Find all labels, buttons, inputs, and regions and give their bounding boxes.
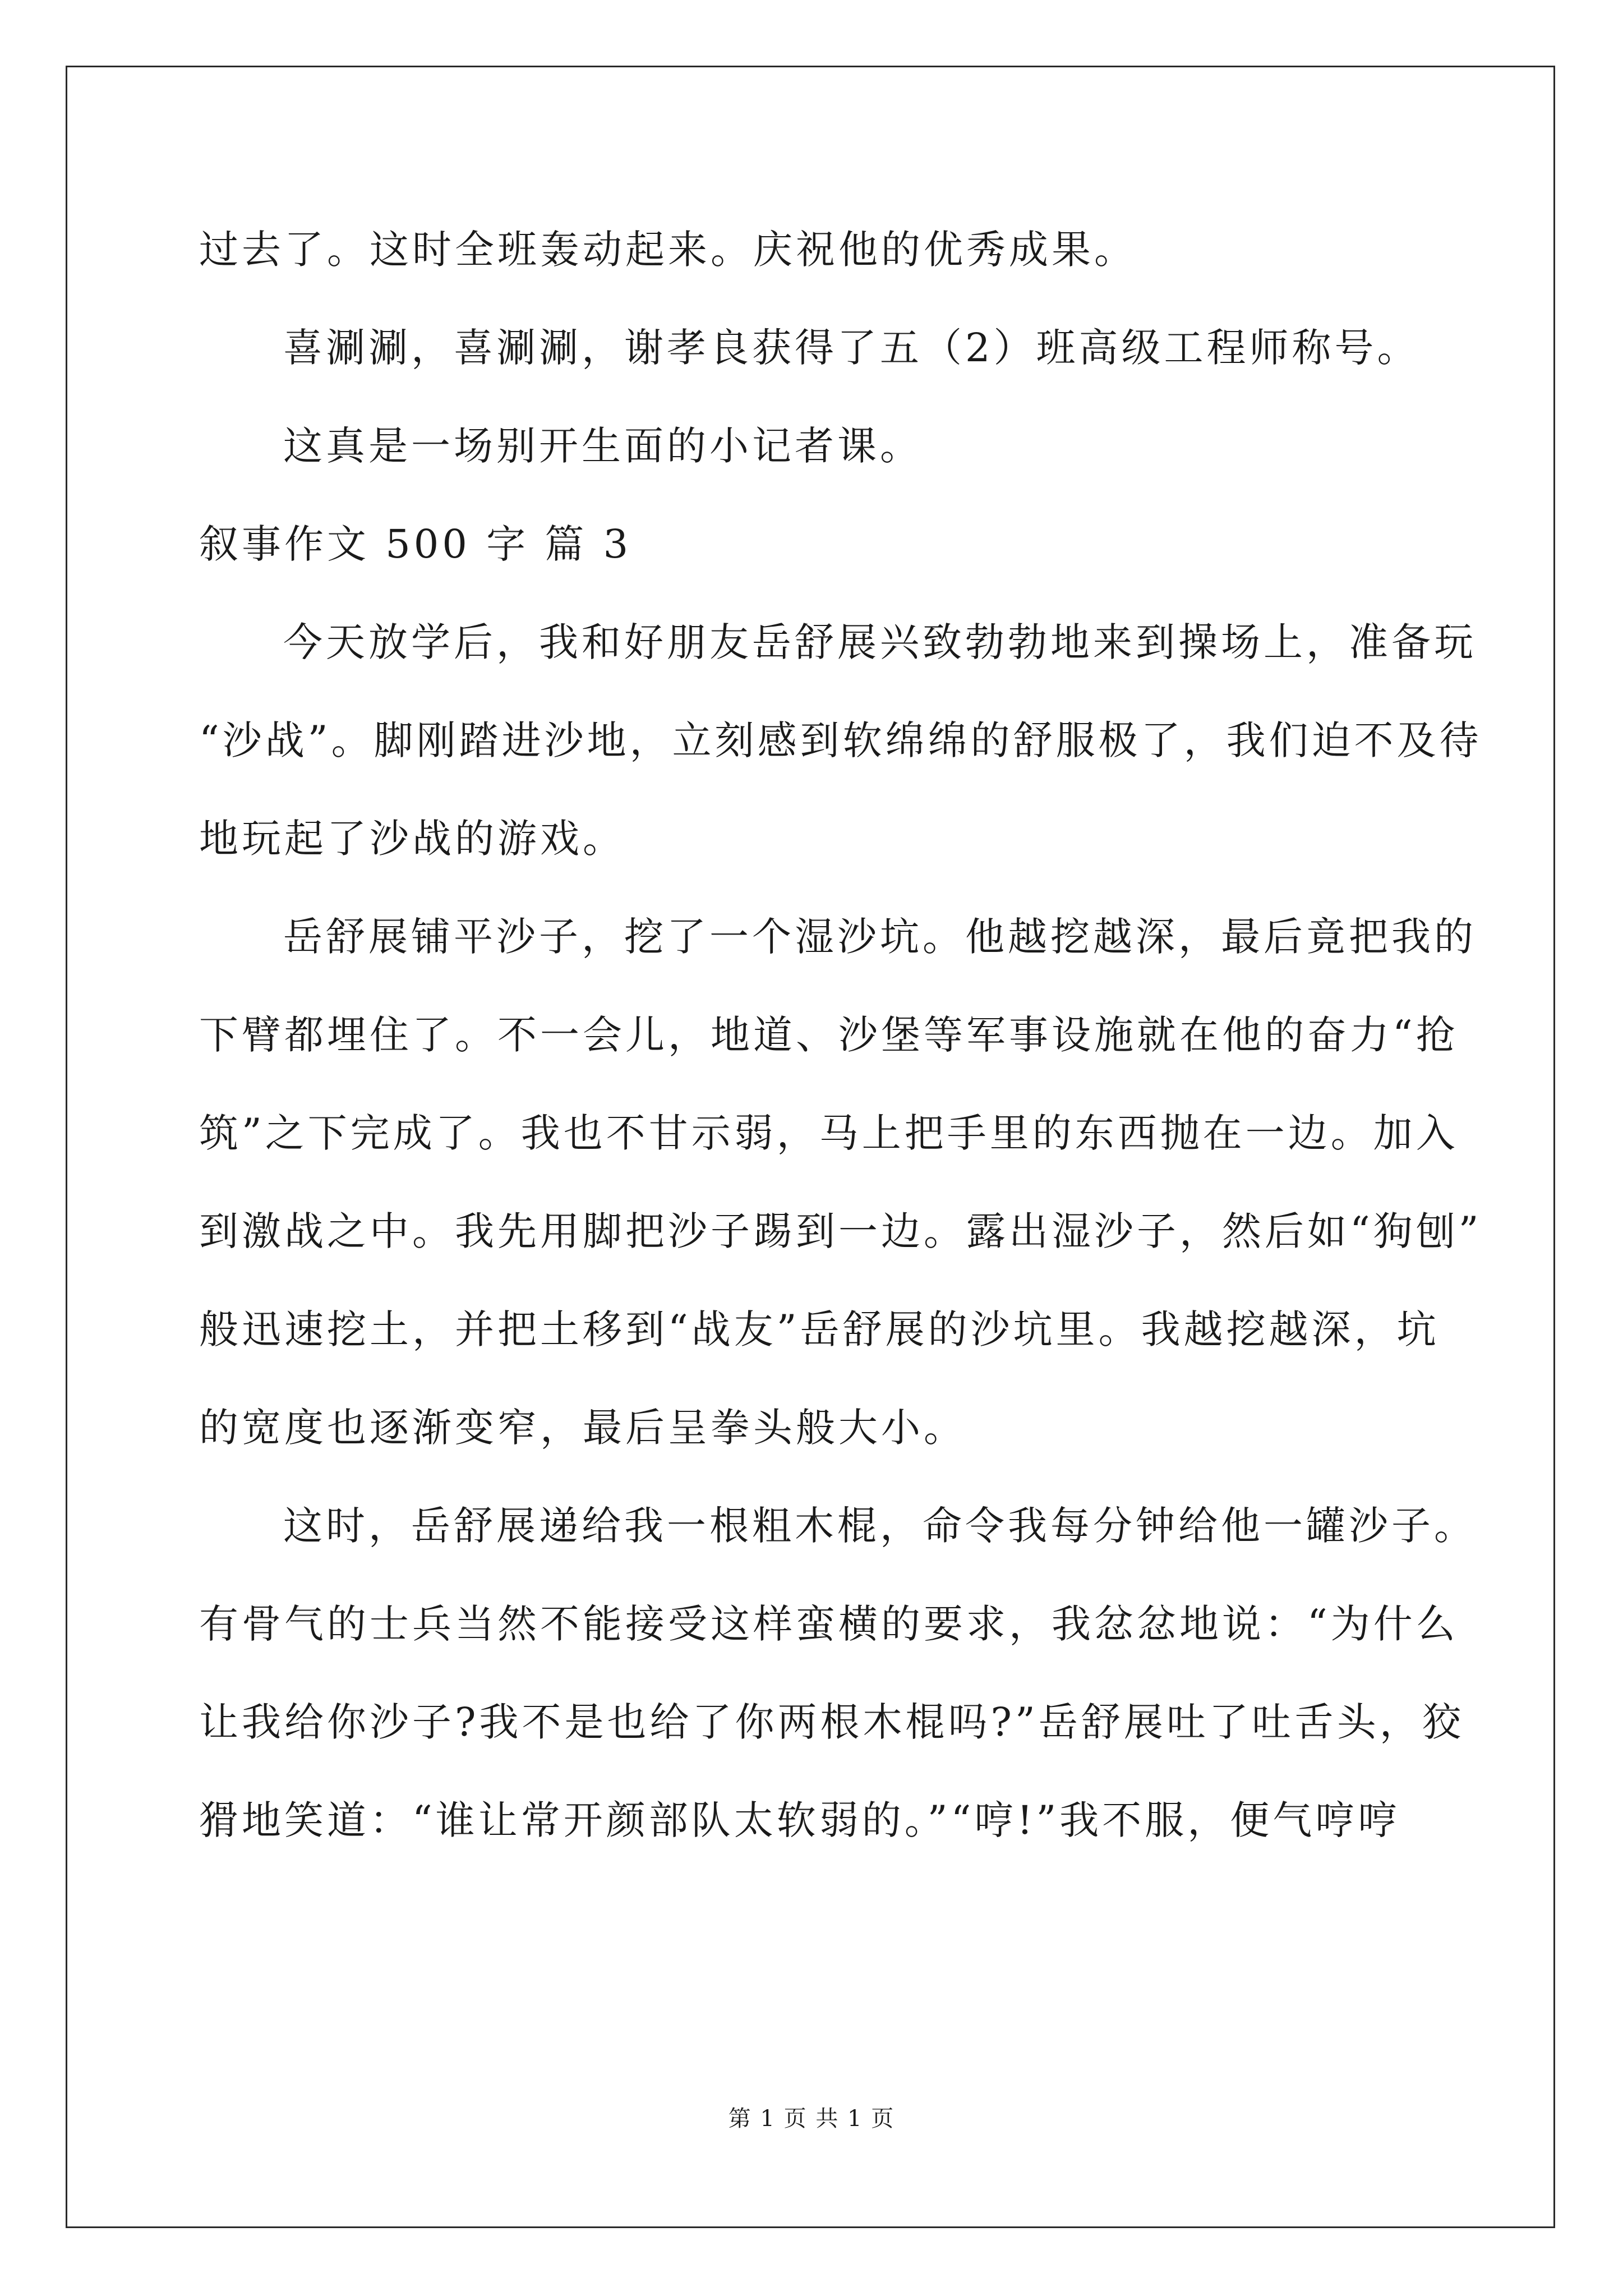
page-footer: 第 1 页 共 1 页 — [728, 2106, 895, 2132]
text-line: 今天放学后，我和好朋友岳舒展兴致勃勃地来到操场上，准备玩 — [283, 619, 1477, 665]
text-line: 筑”之下完成了。我也不甘示弱，马上把手里的东西抛在一边。加入 — [199, 1110, 1459, 1156]
text-line: “沙战”。脚刚踏进沙地，立刻感到软绵绵的舒服极了，我们迫不及待 — [199, 717, 1482, 763]
text-line: 有骨气的士兵当然不能接受这样蛮横的要求，我忿忿地说：“为什么 — [199, 1601, 1459, 1647]
text-line: 般迅速挖土，并把土移到“战友”岳舒展的沙坑里。我越挖越深，坑 — [199, 1306, 1440, 1352]
text-line: 这时，岳舒展递给我一根粗木棍，命令我每分钟给他一罐沙子。 — [283, 1503, 1477, 1549]
text-line: 地玩起了沙战的游戏。 — [199, 816, 625, 862]
text-line: 喜涮涮，喜涮涮，谢孝良获得了五（2）班高级工程师称号。 — [283, 325, 1420, 371]
section-heading: 叙事作文 500 字 篇 3 — [199, 521, 632, 567]
text-line: 的宽度也逐渐变窄，最后呈拳头般大小。 — [199, 1405, 966, 1451]
text-line: 下臂都埋住了。不一会儿，地道、沙堡等军事设施就在他的奋力“抢 — [199, 1012, 1459, 1058]
text-line: 这真是一场别开生面的小记者课。 — [283, 423, 923, 469]
text-line: 让我给你沙子?我不是也给了你两根木棍吗?”岳舒展吐了吐舌头，狡 — [199, 1699, 1465, 1745]
text-line: 岳舒展铺平沙子，挖了一个湿沙坑。他越挖越深，最后竟把我的 — [283, 914, 1477, 960]
text-line: 猾地笑道：“谁让常开颜部队太软弱的。”“哼!”我不服，便气哼哼 — [199, 1797, 1401, 1843]
text-line: 到激战之中。我先用脚把沙子踢到一边。露出湿沙子，然后如“狗刨” — [199, 1208, 1482, 1254]
text-line: 过去了。这时全班轰动起来。庆祝他的优秀成果。 — [199, 227, 1137, 273]
